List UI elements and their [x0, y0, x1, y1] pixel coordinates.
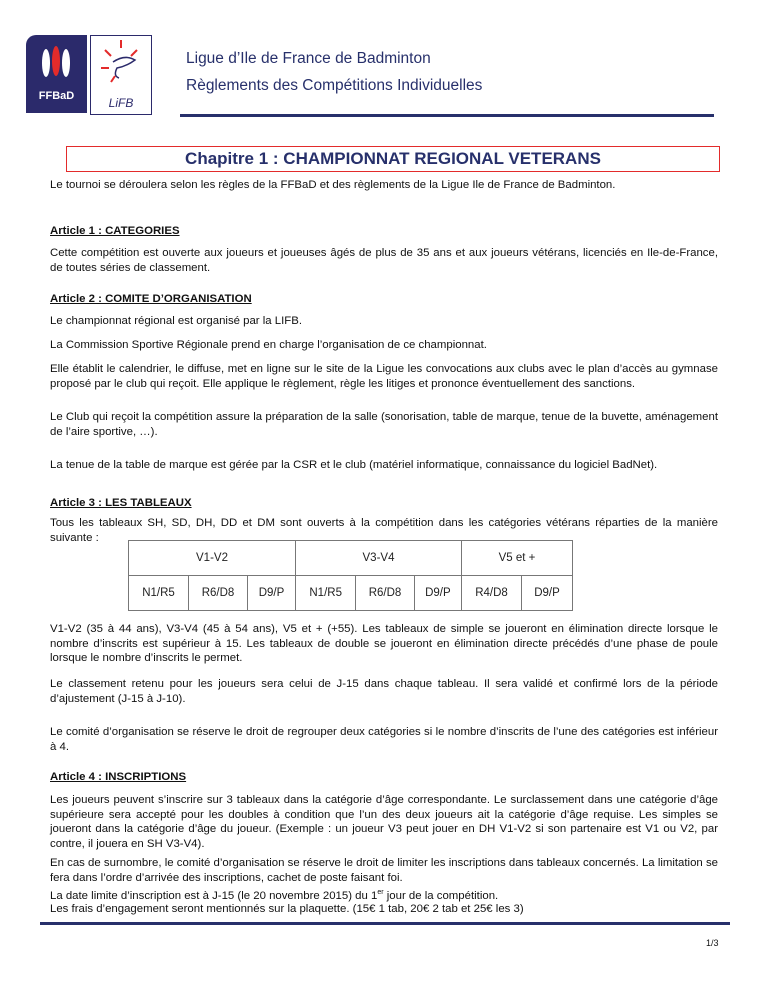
article-4-p2: En cas de surnombre, le comité d’organisation se réserve le droit de limiter les inscriptions dans tableaux concernés. La limitation se fera dans l’ordre d’arrivée des inscriptions, cachet de poste faisant foi. — [50, 857, 718, 884]
article-4-p4: Les frais d’engagement seront mentionnés sur la plaquette. (15€ 1 tab, 20€ 2 tab et 25€ les 3) — [50, 903, 524, 915]
deadline-text-end: jour de la compétition. — [383, 889, 499, 902]
table-cell: R6/D8 — [356, 576, 414, 611]
ffbad-logo-text: FFBaD — [38, 90, 75, 102]
article-2-p3: Elle établit le calendrier, le diffuse, met en ligne sur le site de la Ligue les convocations aux clubs avec le plan d’accès au gymnase proposé par le club qui reçoit. Elle applique le règlement, règle les litiges et prononce éventuellement des sanctions. — [50, 363, 718, 390]
lifb-logo-text: LiFB — [108, 96, 134, 110]
lifb-logo — [90, 35, 152, 115]
intro-paragraph: Le tournoi se déroulera selon les règles de la FFBaD et des règlements de la Ligue Ile de France de Badminton. — [50, 179, 616, 191]
article-3-p3: Le classement retenu pour les joueurs sera celui de J-15 dans chaque tableau. Il sera validé et confirmé lors de la période d’ajustement (J-15 à J-10). — [50, 678, 718, 705]
ordinal-suffix: er — [377, 889, 384, 896]
article-2-title: Article 2 : COMITE D’ORGANISATION — [50, 293, 252, 305]
table-group-header: V5 et + — [462, 541, 573, 576]
article-2-p5: La tenue de la table de marque est gérée par la CSR et le club (matériel informatique, connaissance du logiciel BadNet). — [50, 459, 658, 471]
article-3-p4: Le comité d’organisation se réserve le droit de regrouper deux catégories si le nombre d’inscrits de l’une des catégories est inférieur à 4. — [50, 726, 718, 753]
table-cell: N1/R5 — [129, 576, 189, 611]
header-league-name: Ligue d’Ile de France de Badminton — [186, 50, 431, 67]
article-2-p1: Le championnat régional est organisé par la LIFB. — [50, 315, 303, 327]
chapter-title: Chapitre 1 : CHAMPIONNAT REGIONAL VETERANS — [66, 146, 720, 172]
table-cell: D9/P — [248, 576, 296, 611]
header-document-title: Règlements des Compétitions Individuelles — [186, 77, 483, 94]
article-4-p3 — [50, 886, 718, 903]
shuttlecock-icon — [26, 35, 87, 85]
table-cell: N1/R5 — [296, 576, 356, 611]
table-cell: D9/P — [522, 576, 573, 611]
article-3-p1: Tous les tableaux SH, SD, DH, DD et DM sont ouverts à la compétition dans les catégories vétérans réparties de la manière suivante : — [50, 517, 718, 544]
table-cell: R6/D8 — [189, 576, 248, 611]
article-4-title: Article 4 : INSCRIPTIONS — [50, 771, 187, 783]
article-3-title: Article 3 : LES TABLEAUX — [50, 497, 192, 509]
lifb-emblem-icon — [91, 36, 151, 91]
article-4-p1: Les joueurs peuvent s’inscrire sur 3 tableaux dans la catégorie d’âge correspondante. Le surclassement dans une catégorie d’âge supérieure sera accepté pour les doubles à condition que l’un des deux joueurs ait la catégorie d’âge requise. Les simples se joueront dans la catégorie d’âge du joueur. (Exemple : un joueur V3 peut jouer en DH V1-V2 si son partenaire est V1 ou V2, par contre, il jouera en SH V3-V4). — [50, 794, 718, 850]
ffbad-logo — [26, 35, 87, 113]
footer-divider — [40, 922, 730, 925]
table-group-header: V1-V2 — [129, 541, 296, 576]
table-cell: D9/P — [414, 576, 461, 611]
article-3-p2: V1-V2 (35 à 44 ans), V3-V4 (45 à 54 ans), V5 et + (+55). Les tableaux de simple se joueront en élimination directe lorsque le nombre d’inscrits est supérieur à 15. Les tableaux de double se joueront en élimination directe précédés d’une phase de poule lorsque le nombre d’inscrits le permet. — [50, 623, 718, 665]
header-divider — [180, 114, 714, 117]
article-1-text: Cette compétition est ouverte aux joueurs et joueuses âgés de plus de 35 ans et aux joueurs vétérans, licenciés en Ile-de-France, de toutes séries de classement. — [50, 247, 718, 274]
article-1-title: Article 1 : CATEGORIES — [50, 225, 180, 237]
table-group-header: V3-V4 — [296, 541, 462, 576]
page-number: 1/3 — [706, 938, 719, 948]
article-2-p2: La Commission Sportive Régionale prend en charge l’organisation de ce championnat. — [50, 339, 487, 351]
table-cell: R4/D8 — [462, 576, 522, 611]
article-2-p4: Le Club qui reçoit la compétition assure la préparation de la salle (sonorisation, table de marque, tenue de la buvette, aménagement de l’aire sportive, …). — [50, 411, 718, 438]
categories-table — [128, 540, 573, 611]
deadline-text: La date limite d’inscription est à J-15 (le 20 novembre 2015) du 1 — [50, 889, 378, 902]
